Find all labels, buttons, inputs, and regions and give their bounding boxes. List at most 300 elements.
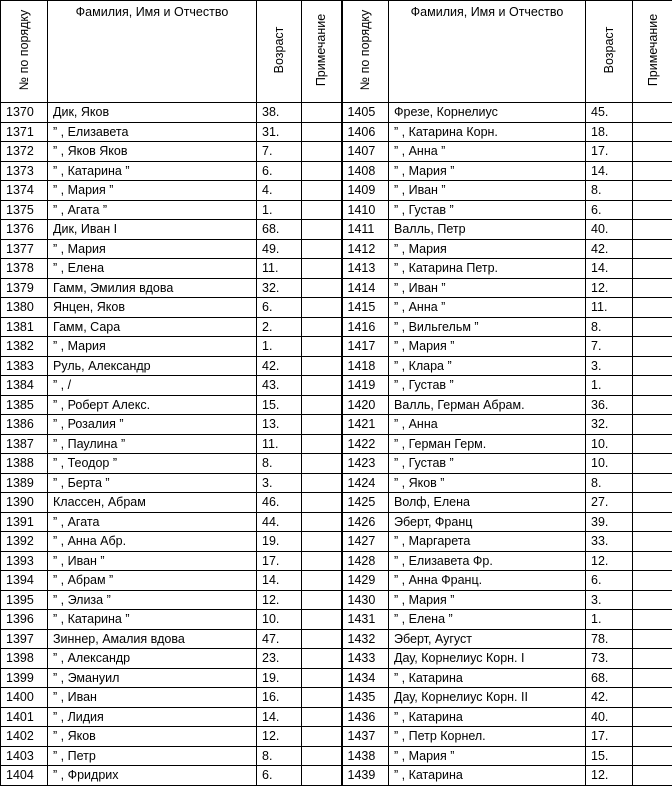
entry-number-left: 1403 (1, 746, 48, 766)
table-row (1, 415, 672, 435)
note-left (302, 551, 342, 571)
entry-number-right: 1416 (342, 317, 389, 337)
note-left (302, 415, 342, 435)
table-row (1, 727, 672, 747)
note-right (633, 571, 672, 591)
note-left (302, 727, 342, 747)
entry-number-right: 1422 (342, 434, 389, 454)
entry-number-right: 1417 (342, 337, 389, 357)
table-row (1, 278, 672, 298)
entry-number-right: 1421 (342, 415, 389, 435)
age-right: 1. (586, 610, 633, 630)
note-right (633, 317, 672, 337)
age-left: 7. (257, 142, 302, 162)
age-right: 1. (586, 376, 633, 396)
note-right (633, 142, 672, 162)
entry-number-left: 1391 (1, 512, 48, 532)
person-name-right: ” , Катарина Петр. (389, 259, 586, 279)
person-name-right: ” , Елена ” (389, 610, 586, 630)
age-right: 36. (586, 395, 633, 415)
entry-number-left: 1388 (1, 454, 48, 474)
note-right (633, 239, 672, 259)
age-right: 3. (586, 590, 633, 610)
table-row (1, 454, 672, 474)
entry-number-left: 1398 (1, 649, 48, 669)
age-left: 14. (257, 707, 302, 727)
header-note-label: Примечание (645, 13, 660, 86)
entry-number-left: 1377 (1, 239, 48, 259)
entry-number-right: 1419 (342, 376, 389, 396)
header-name-right: Фамилия, Имя и Отчество (389, 1, 586, 103)
table-row (1, 590, 672, 610)
entry-number-left: 1382 (1, 337, 48, 357)
table-row (1, 376, 672, 396)
age-left: 19. (257, 532, 302, 552)
entry-number-right: 1432 (342, 629, 389, 649)
person-name-left: Гамм, Сара (48, 317, 257, 337)
header-num-right (342, 1, 389, 103)
table-row (1, 688, 672, 708)
age-left: 46. (257, 493, 302, 513)
person-name-right: ” , Герман Герм. (389, 434, 586, 454)
entry-number-right: 1428 (342, 551, 389, 571)
table-row (1, 649, 672, 669)
entry-number-right: 1436 (342, 707, 389, 727)
age-right: 78. (586, 629, 633, 649)
entry-number-right: 1424 (342, 473, 389, 493)
table-row (1, 395, 672, 415)
person-name-right: ” , Мария (389, 239, 586, 259)
person-name-right: Валль, Герман Абрам. (389, 395, 586, 415)
person-name-right: ” , Клара ” (389, 356, 586, 376)
entry-number-right: 1433 (342, 649, 389, 669)
note-right (633, 688, 672, 708)
age-left: 44. (257, 512, 302, 532)
person-name-right: Фрезе, Корнелиус (389, 103, 586, 123)
entry-number-left: 1400 (1, 688, 48, 708)
age-right: 45. (586, 103, 633, 123)
note-right (633, 766, 672, 786)
entry-number-left: 1392 (1, 532, 48, 552)
note-right (633, 415, 672, 435)
note-left (302, 766, 342, 786)
note-left (302, 532, 342, 552)
person-name-left: ” , Иван (48, 688, 257, 708)
person-name-right: Волф, Елена (389, 493, 586, 513)
note-left (302, 122, 342, 142)
age-left: 2. (257, 317, 302, 337)
person-name-right: Дау, Корнелиус Корн. I (389, 649, 586, 669)
note-left (302, 239, 342, 259)
table-row (1, 532, 672, 552)
note-right (633, 610, 672, 630)
person-name-left: ” , Роберт Алекс. (48, 395, 257, 415)
age-left: 6. (257, 766, 302, 786)
person-name-right: ” , Мария ” (389, 337, 586, 357)
person-name-left: ” , Берта ” (48, 473, 257, 493)
note-left (302, 142, 342, 162)
person-name-left: ” , Петр (48, 746, 257, 766)
table-row (1, 512, 672, 532)
note-left (302, 473, 342, 493)
table-row (1, 473, 672, 493)
header-name-left: Фамилия, Имя и Отчество (48, 1, 257, 103)
header-note-label: Примечание (314, 13, 329, 86)
entry-number-left: 1375 (1, 200, 48, 220)
person-name-right: Эберт, Аугуст (389, 629, 586, 649)
table-row (1, 220, 672, 240)
age-left: 49. (257, 239, 302, 259)
entry-number-right: 1413 (342, 259, 389, 279)
table-row (1, 259, 672, 279)
person-name-right: ” , Маргарета (389, 532, 586, 552)
age-right: 8. (586, 473, 633, 493)
person-name-left: ” , Анна Абр. (48, 532, 257, 552)
note-left (302, 161, 342, 181)
header-age-right (586, 1, 633, 103)
table-row (1, 239, 672, 259)
person-name-left: ” , Александр (48, 649, 257, 669)
note-left (302, 298, 342, 318)
age-right: 32. (586, 415, 633, 435)
note-left (302, 746, 342, 766)
age-left: 31. (257, 122, 302, 142)
person-name-left: ” , Паулина ” (48, 434, 257, 454)
table-body (1, 103, 672, 786)
entry-number-right: 1407 (342, 142, 389, 162)
age-right: 7. (586, 337, 633, 357)
entry-number-left: 1397 (1, 629, 48, 649)
note-right (633, 200, 672, 220)
age-left: 17. (257, 551, 302, 571)
note-left (302, 220, 342, 240)
person-name-right: Валль, Петр (389, 220, 586, 240)
note-right (633, 707, 672, 727)
age-left: 47. (257, 629, 302, 649)
entry-number-right: 1425 (342, 493, 389, 513)
entry-number-right: 1434 (342, 668, 389, 688)
table-row (1, 298, 672, 318)
entry-number-left: 1383 (1, 356, 48, 376)
entry-number-right: 1438 (342, 746, 389, 766)
note-right (633, 434, 672, 454)
entry-number-left: 1370 (1, 103, 48, 123)
entry-number-right: 1406 (342, 122, 389, 142)
table-row (1, 181, 672, 201)
note-right (633, 278, 672, 298)
note-right (633, 220, 672, 240)
note-left (302, 259, 342, 279)
person-name-right: ” , Иван ” (389, 278, 586, 298)
age-left: 32. (257, 278, 302, 298)
table-row (1, 746, 672, 766)
entry-number-right: 1410 (342, 200, 389, 220)
person-name-left: ” , Катарина ” (48, 161, 257, 181)
table-row (1, 571, 672, 591)
table-row (1, 551, 672, 571)
entry-number-right: 1412 (342, 239, 389, 259)
age-left: 11. (257, 434, 302, 454)
entry-number-left: 1404 (1, 766, 48, 786)
table-row (1, 766, 672, 786)
person-name-right: ” , Мария ” (389, 590, 586, 610)
entry-number-left: 1401 (1, 707, 48, 727)
age-left: 6. (257, 298, 302, 318)
note-right (633, 122, 672, 142)
entry-number-right: 1418 (342, 356, 389, 376)
note-right (633, 356, 672, 376)
note-right (633, 746, 672, 766)
age-left: 1. (257, 200, 302, 220)
table-row (1, 103, 672, 123)
age-right: 27. (586, 493, 633, 513)
entry-number-right: 1408 (342, 161, 389, 181)
entry-number-right: 1431 (342, 610, 389, 630)
note-right (633, 259, 672, 279)
note-right (633, 727, 672, 747)
entry-number-left: 1372 (1, 142, 48, 162)
age-right: 8. (586, 317, 633, 337)
table-row (1, 668, 672, 688)
age-right: 42. (586, 239, 633, 259)
entry-number-right: 1405 (342, 103, 389, 123)
note-right (633, 590, 672, 610)
age-left: 8. (257, 454, 302, 474)
person-name-left: ” , Яков (48, 727, 257, 747)
person-name-right: ” , Петр Корнел. (389, 727, 586, 747)
person-name-left: Зиннер, Амалия вдова (48, 629, 257, 649)
person-name-left: ” , Катарина ” (48, 610, 257, 630)
age-right: 12. (586, 551, 633, 571)
note-right (633, 512, 672, 532)
person-name-left: ” , Фридрих (48, 766, 257, 786)
person-name-right: ” , Густав ” (389, 376, 586, 396)
age-right: 40. (586, 220, 633, 240)
header-num-label: № по порядку (17, 9, 31, 90)
person-name-right: Дау, Корнелиус Корн. II (389, 688, 586, 708)
age-right: 39. (586, 512, 633, 532)
table-row (1, 610, 672, 630)
person-name-left: Дик, Яков (48, 103, 257, 123)
note-right (633, 161, 672, 181)
entry-number-left: 1379 (1, 278, 48, 298)
entry-number-right: 1420 (342, 395, 389, 415)
entry-number-left: 1378 (1, 259, 48, 279)
person-name-left: ” , Лидия (48, 707, 257, 727)
age-right: 40. (586, 707, 633, 727)
person-name-left: Дик, Иван I (48, 220, 257, 240)
age-left: 13. (257, 415, 302, 435)
note-left (302, 181, 342, 201)
table-row (1, 200, 672, 220)
person-name-left: ” , Елена (48, 259, 257, 279)
person-name-left: ” , Агата ” (48, 200, 257, 220)
note-left (302, 454, 342, 474)
age-right: 17. (586, 142, 633, 162)
entry-number-right: 1426 (342, 512, 389, 532)
person-name-right: ” , Мария ” (389, 746, 586, 766)
person-name-right: ” , Катарина (389, 766, 586, 786)
note-left (302, 512, 342, 532)
person-name-left: ” , Иван ” (48, 551, 257, 571)
person-name-left: ” , Теодор ” (48, 454, 257, 474)
person-name-right: ” , Анна (389, 415, 586, 435)
entry-number-left: 1376 (1, 220, 48, 240)
person-name-right: ” , Иван ” (389, 181, 586, 201)
note-left (302, 200, 342, 220)
entry-number-left: 1373 (1, 161, 48, 181)
note-left (302, 103, 342, 123)
person-name-left: ” , Мария (48, 337, 257, 357)
entry-number-right: 1437 (342, 727, 389, 747)
person-name-right: ” , Катарина (389, 668, 586, 688)
age-left: 11. (257, 259, 302, 279)
note-right (633, 668, 672, 688)
age-right: 12. (586, 766, 633, 786)
note-left (302, 278, 342, 298)
note-left (302, 317, 342, 337)
table-row (1, 434, 672, 454)
header-note-right (633, 1, 672, 103)
note-right (633, 493, 672, 513)
entry-number-right: 1411 (342, 220, 389, 240)
note-left (302, 395, 342, 415)
age-right: 8. (586, 181, 633, 201)
age-left: 4. (257, 181, 302, 201)
header-num-left (1, 1, 48, 103)
person-name-right: ” , Вильгельм ” (389, 317, 586, 337)
person-name-left: Гамм, Эмилия вдова (48, 278, 257, 298)
note-right (633, 454, 672, 474)
age-right: 15. (586, 746, 633, 766)
age-right: 10. (586, 454, 633, 474)
entry-number-right: 1423 (342, 454, 389, 474)
note-right (633, 181, 672, 201)
entry-number-left: 1381 (1, 317, 48, 337)
age-right: 73. (586, 649, 633, 669)
age-left: 16. (257, 688, 302, 708)
table-row (1, 493, 672, 513)
note-left (302, 434, 342, 454)
entry-number-left: 1380 (1, 298, 48, 318)
header-row (1, 1, 672, 103)
note-left (302, 590, 342, 610)
age-right: 6. (586, 571, 633, 591)
note-left (302, 688, 342, 708)
age-right: 17. (586, 727, 633, 747)
note-left (302, 649, 342, 669)
header-num-label: № по порядку (358, 9, 373, 90)
entry-number-right: 1439 (342, 766, 389, 786)
entry-number-right: 1415 (342, 298, 389, 318)
age-right: 3. (586, 356, 633, 376)
note-left (302, 668, 342, 688)
person-name-right: ” , Яков ” (389, 473, 586, 493)
note-right (633, 473, 672, 493)
entry-number-left: 1394 (1, 571, 48, 591)
header-age-label: Возраст (272, 26, 286, 73)
age-right: 14. (586, 161, 633, 181)
entry-number-left: 1384 (1, 376, 48, 396)
person-name-left: Руль, Александр (48, 356, 257, 376)
age-left: 23. (257, 649, 302, 669)
age-left: 6. (257, 161, 302, 181)
age-left: 8. (257, 746, 302, 766)
note-right (633, 395, 672, 415)
entry-number-left: 1389 (1, 473, 48, 493)
entry-number-left: 1387 (1, 434, 48, 454)
entry-number-left: 1385 (1, 395, 48, 415)
age-left: 68. (257, 220, 302, 240)
entry-number-right: 1427 (342, 532, 389, 552)
age-right: 12. (586, 278, 633, 298)
age-left: 43. (257, 376, 302, 396)
person-name-left: ” , Абрам ” (48, 571, 257, 591)
table-row (1, 161, 672, 181)
age-right: 14. (586, 259, 633, 279)
age-left: 12. (257, 727, 302, 747)
entry-number-right: 1430 (342, 590, 389, 610)
note-left (302, 356, 342, 376)
person-name-left: ” , Эмануил (48, 668, 257, 688)
age-right: 11. (586, 298, 633, 318)
age-left: 38. (257, 103, 302, 123)
age-left: 42. (257, 356, 302, 376)
person-name-right: ” , Катарина (389, 707, 586, 727)
table-row (1, 142, 672, 162)
entry-number-left: 1399 (1, 668, 48, 688)
person-name-right: ” , Анна ” (389, 298, 586, 318)
table-row (1, 629, 672, 649)
person-name-left: ” , Элиза ” (48, 590, 257, 610)
entry-number-right: 1409 (342, 181, 389, 201)
table-row (1, 707, 672, 727)
person-name-left: ” , Яков Яков (48, 142, 257, 162)
note-left (302, 707, 342, 727)
entry-number-left: 1386 (1, 415, 48, 435)
age-right: 10. (586, 434, 633, 454)
entry-number-left: 1374 (1, 181, 48, 201)
note-right (633, 103, 672, 123)
note-left (302, 337, 342, 357)
table-row (1, 317, 672, 337)
person-name-right: ” , Анна Франц. (389, 571, 586, 591)
note-right (633, 376, 672, 396)
person-name-left: Классен, Абрам (48, 493, 257, 513)
entry-number-left: 1396 (1, 610, 48, 630)
entry-number-right: 1414 (342, 278, 389, 298)
person-name-left: ” , Елизавета (48, 122, 257, 142)
table-row (1, 337, 672, 357)
entry-number-right: 1429 (342, 571, 389, 591)
entry-number-left: 1395 (1, 590, 48, 610)
note-right (633, 298, 672, 318)
person-name-left: ” , Мария (48, 239, 257, 259)
table-row (1, 122, 672, 142)
header-note-left (302, 1, 342, 103)
age-left: 15. (257, 395, 302, 415)
age-right: 42. (586, 688, 633, 708)
note-left (302, 610, 342, 630)
person-name-right: Эберт, Франц (389, 512, 586, 532)
age-left: 19. (257, 668, 302, 688)
note-right (633, 629, 672, 649)
age-right: 68. (586, 668, 633, 688)
note-left (302, 629, 342, 649)
age-left: 12. (257, 590, 302, 610)
note-left (302, 376, 342, 396)
entry-number-right: 1435 (342, 688, 389, 708)
